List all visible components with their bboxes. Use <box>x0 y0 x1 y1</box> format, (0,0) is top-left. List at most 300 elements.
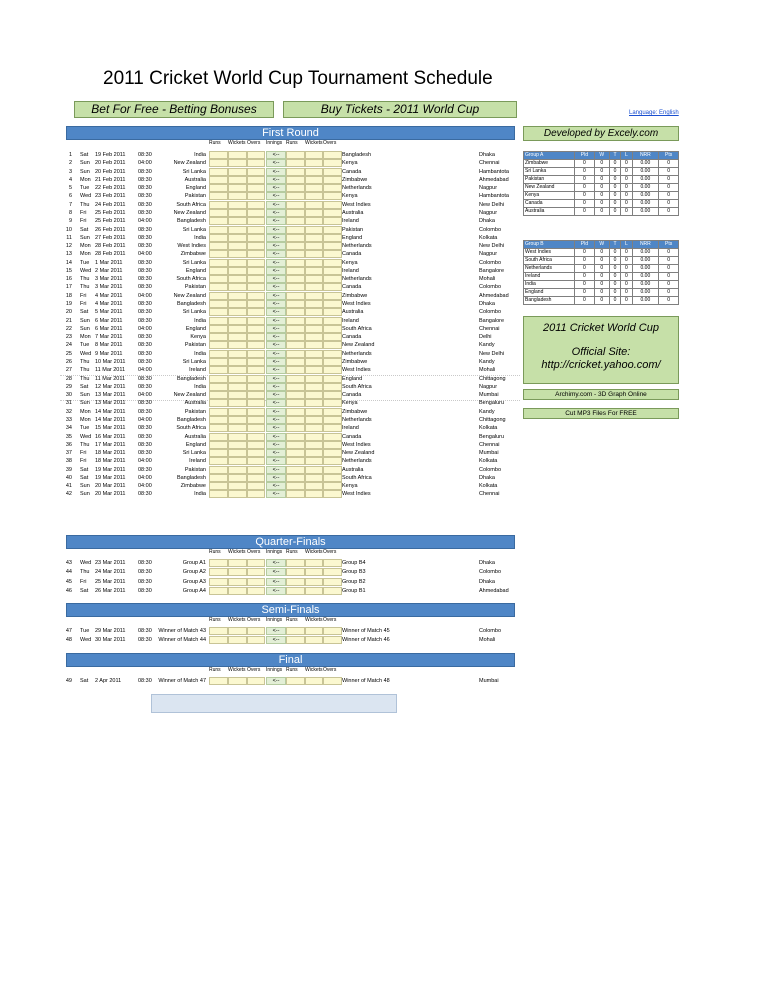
score-input-0[interactable] <box>209 457 228 465</box>
score-input-2[interactable] <box>247 209 265 217</box>
score-input-3[interactable] <box>286 391 305 399</box>
score-input-3[interactable] <box>286 466 305 474</box>
score-input-3[interactable] <box>286 474 305 482</box>
score-input-1[interactable] <box>228 636 247 644</box>
score-input-5[interactable] <box>323 300 342 308</box>
score-input-3[interactable] <box>286 201 305 209</box>
score-input-4[interactable] <box>305 433 323 441</box>
score-input-5[interactable] <box>323 559 342 567</box>
score-input-3[interactable] <box>286 341 305 349</box>
score-input-3[interactable] <box>286 433 305 441</box>
score-input-3[interactable] <box>286 325 305 333</box>
score-input-2[interactable] <box>247 587 265 595</box>
score-input-0[interactable] <box>209 416 228 424</box>
score-input-3[interactable] <box>286 366 305 374</box>
score-input-5[interactable] <box>323 627 342 635</box>
score-input-4[interactable] <box>305 482 323 490</box>
score-input-3[interactable] <box>286 184 305 192</box>
score-input-5[interactable] <box>323 184 342 192</box>
score-input-2[interactable] <box>247 159 265 167</box>
score-input-1[interactable] <box>228 474 247 482</box>
score-input-0[interactable] <box>209 559 228 567</box>
score-input-1[interactable] <box>228 201 247 209</box>
score-input-0[interactable] <box>209 490 228 498</box>
score-input-4[interactable] <box>305 159 323 167</box>
score-input-0[interactable] <box>209 341 228 349</box>
score-input-5[interactable] <box>323 350 342 358</box>
score-input-2[interactable] <box>247 184 265 192</box>
score-input-3[interactable] <box>286 559 305 567</box>
score-input-2[interactable] <box>247 457 265 465</box>
score-input-3[interactable] <box>286 578 305 586</box>
score-input-0[interactable] <box>209 308 228 316</box>
score-input-1[interactable] <box>228 457 247 465</box>
score-input-1[interactable] <box>228 559 247 567</box>
score-input-2[interactable] <box>247 677 265 685</box>
score-input-1[interactable] <box>228 275 247 283</box>
score-input-0[interactable] <box>209 350 228 358</box>
score-input-1[interactable] <box>228 424 247 432</box>
score-input-5[interactable] <box>323 159 342 167</box>
score-input-3[interactable] <box>286 283 305 291</box>
score-input-4[interactable] <box>305 333 323 341</box>
archimy-link[interactable]: Archimy.com - 3D Graph Online <box>523 389 679 400</box>
score-input-0[interactable] <box>209 366 228 374</box>
score-input-2[interactable] <box>247 559 265 567</box>
score-input-2[interactable] <box>247 482 265 490</box>
score-input-2[interactable] <box>247 201 265 209</box>
score-input-5[interactable] <box>323 383 342 391</box>
score-input-1[interactable] <box>228 308 247 316</box>
score-input-3[interactable] <box>286 226 305 234</box>
score-input-3[interactable] <box>286 627 305 635</box>
score-input-1[interactable] <box>228 677 247 685</box>
score-input-3[interactable] <box>286 234 305 242</box>
score-input-4[interactable] <box>305 578 323 586</box>
score-input-4[interactable] <box>305 201 323 209</box>
score-input-2[interactable] <box>247 250 265 258</box>
score-input-1[interactable] <box>228 267 247 275</box>
score-input-0[interactable] <box>209 482 228 490</box>
score-input-5[interactable] <box>323 308 342 316</box>
score-input-5[interactable] <box>323 192 342 200</box>
official-site-url[interactable]: http://cricket.yahoo.com/ <box>541 359 661 371</box>
score-input-5[interactable] <box>323 375 342 383</box>
score-input-4[interactable] <box>305 449 323 457</box>
score-input-2[interactable] <box>247 578 265 586</box>
score-input-0[interactable] <box>209 474 228 482</box>
score-input-4[interactable] <box>305 259 323 267</box>
score-input-0[interactable] <box>209 159 228 167</box>
score-input-5[interactable] <box>323 317 342 325</box>
score-input-1[interactable] <box>228 250 247 258</box>
score-input-3[interactable] <box>286 159 305 167</box>
score-input-5[interactable] <box>323 259 342 267</box>
score-input-2[interactable] <box>247 267 265 275</box>
score-input-5[interactable] <box>323 341 342 349</box>
score-input-4[interactable] <box>305 474 323 482</box>
score-input-1[interactable] <box>228 234 247 242</box>
score-input-2[interactable] <box>247 366 265 374</box>
score-input-4[interactable] <box>305 587 323 595</box>
score-input-0[interactable] <box>209 242 228 250</box>
score-input-4[interactable] <box>305 627 323 635</box>
score-input-5[interactable] <box>323 250 342 258</box>
score-input-2[interactable] <box>247 226 265 234</box>
score-input-5[interactable] <box>323 416 342 424</box>
score-input-5[interactable] <box>323 424 342 432</box>
score-input-1[interactable] <box>228 433 247 441</box>
score-input-4[interactable] <box>305 242 323 250</box>
score-input-2[interactable] <box>247 408 265 416</box>
score-input-0[interactable] <box>209 424 228 432</box>
score-input-5[interactable] <box>323 408 342 416</box>
score-input-2[interactable] <box>247 627 265 635</box>
score-input-4[interactable] <box>305 441 323 449</box>
score-input-2[interactable] <box>247 399 265 407</box>
score-input-5[interactable] <box>323 283 342 291</box>
score-input-4[interactable] <box>305 568 323 576</box>
score-input-5[interactable] <box>323 226 342 234</box>
score-input-0[interactable] <box>209 317 228 325</box>
score-input-3[interactable] <box>286 399 305 407</box>
score-input-5[interactable] <box>323 234 342 242</box>
score-input-4[interactable] <box>305 176 323 184</box>
score-input-4[interactable] <box>305 416 323 424</box>
score-input-4[interactable] <box>305 168 323 176</box>
score-input-4[interactable] <box>305 234 323 242</box>
score-input-1[interactable] <box>228 300 247 308</box>
score-input-0[interactable] <box>209 217 228 225</box>
score-input-3[interactable] <box>286 308 305 316</box>
score-input-1[interactable] <box>228 482 247 490</box>
score-input-1[interactable] <box>228 325 247 333</box>
score-input-2[interactable] <box>247 308 265 316</box>
score-input-3[interactable] <box>286 482 305 490</box>
score-input-4[interactable] <box>305 391 323 399</box>
score-input-3[interactable] <box>286 209 305 217</box>
score-input-0[interactable] <box>209 578 228 586</box>
score-input-2[interactable] <box>247 433 265 441</box>
score-input-5[interactable] <box>323 466 342 474</box>
score-input-2[interactable] <box>247 275 265 283</box>
score-input-2[interactable] <box>247 317 265 325</box>
score-input-4[interactable] <box>305 358 323 366</box>
score-input-4[interactable] <box>305 677 323 685</box>
score-input-4[interactable] <box>305 350 323 358</box>
score-input-2[interactable] <box>247 168 265 176</box>
score-input-0[interactable] <box>209 383 228 391</box>
score-input-0[interactable] <box>209 391 228 399</box>
score-input-5[interactable] <box>323 275 342 283</box>
score-input-2[interactable] <box>247 300 265 308</box>
score-input-0[interactable] <box>209 283 228 291</box>
score-input-0[interactable] <box>209 176 228 184</box>
score-input-4[interactable] <box>305 267 323 275</box>
score-input-3[interactable] <box>286 358 305 366</box>
score-input-3[interactable] <box>286 317 305 325</box>
score-input-4[interactable] <box>305 466 323 474</box>
score-input-2[interactable] <box>247 424 265 432</box>
score-input-3[interactable] <box>286 275 305 283</box>
score-input-0[interactable] <box>209 677 228 685</box>
score-input-3[interactable] <box>286 250 305 258</box>
score-input-5[interactable] <box>323 325 342 333</box>
score-input-0[interactable] <box>209 375 228 383</box>
score-input-3[interactable] <box>286 168 305 176</box>
score-input-0[interactable] <box>209 325 228 333</box>
score-input-2[interactable] <box>247 441 265 449</box>
score-input-2[interactable] <box>247 176 265 184</box>
score-input-0[interactable] <box>209 275 228 283</box>
score-input-3[interactable] <box>286 192 305 200</box>
score-input-0[interactable] <box>209 636 228 644</box>
score-input-5[interactable] <box>323 587 342 595</box>
score-input-0[interactable] <box>209 184 228 192</box>
score-input-0[interactable] <box>209 201 228 209</box>
score-input-4[interactable] <box>305 636 323 644</box>
score-input-1[interactable] <box>228 341 247 349</box>
score-input-1[interactable] <box>228 317 247 325</box>
score-input-2[interactable] <box>247 358 265 366</box>
score-input-4[interactable] <box>305 184 323 192</box>
score-input-0[interactable] <box>209 209 228 217</box>
score-input-2[interactable] <box>247 391 265 399</box>
score-input-3[interactable] <box>286 587 305 595</box>
cut-mp3-link[interactable]: Cut MP3 Files For FREE <box>523 408 679 419</box>
score-input-1[interactable] <box>228 176 247 184</box>
score-input-3[interactable] <box>286 333 305 341</box>
score-input-2[interactable] <box>247 234 265 242</box>
score-input-0[interactable] <box>209 466 228 474</box>
score-input-2[interactable] <box>247 333 265 341</box>
score-input-4[interactable] <box>305 341 323 349</box>
score-input-1[interactable] <box>228 490 247 498</box>
score-input-2[interactable] <box>247 383 265 391</box>
score-input-1[interactable] <box>228 449 247 457</box>
score-input-0[interactable] <box>209 192 228 200</box>
score-input-3[interactable] <box>286 176 305 184</box>
score-input-5[interactable] <box>323 441 342 449</box>
score-input-5[interactable] <box>323 578 342 586</box>
score-input-1[interactable] <box>228 151 247 159</box>
score-input-3[interactable] <box>286 424 305 432</box>
score-input-1[interactable] <box>228 568 247 576</box>
score-input-3[interactable] <box>286 375 305 383</box>
score-input-0[interactable] <box>209 399 228 407</box>
score-input-3[interactable] <box>286 636 305 644</box>
score-input-1[interactable] <box>228 192 247 200</box>
score-input-0[interactable] <box>209 627 228 635</box>
score-input-2[interactable] <box>247 259 265 267</box>
score-input-3[interactable] <box>286 259 305 267</box>
score-input-4[interactable] <box>305 399 323 407</box>
score-input-4[interactable] <box>305 559 323 567</box>
score-input-0[interactable] <box>209 259 228 267</box>
score-input-5[interactable] <box>323 399 342 407</box>
score-input-4[interactable] <box>305 383 323 391</box>
score-input-4[interactable] <box>305 292 323 300</box>
score-input-4[interactable] <box>305 317 323 325</box>
score-input-1[interactable] <box>228 391 247 399</box>
score-input-1[interactable] <box>228 587 247 595</box>
score-input-0[interactable] <box>209 250 228 258</box>
score-input-1[interactable] <box>228 283 247 291</box>
score-input-4[interactable] <box>305 325 323 333</box>
score-input-1[interactable] <box>228 159 247 167</box>
score-input-1[interactable] <box>228 466 247 474</box>
score-input-5[interactable] <box>323 449 342 457</box>
score-input-4[interactable] <box>305 375 323 383</box>
score-input-1[interactable] <box>228 242 247 250</box>
score-input-4[interactable] <box>305 308 323 316</box>
score-input-0[interactable] <box>209 292 228 300</box>
score-input-0[interactable] <box>209 168 228 176</box>
score-input-1[interactable] <box>228 416 247 424</box>
score-input-0[interactable] <box>209 449 228 457</box>
bet-banner-button[interactable]: Bet For Free - Betting Bonuses <box>74 101 274 118</box>
score-input-2[interactable] <box>247 350 265 358</box>
score-input-5[interactable] <box>323 490 342 498</box>
score-input-4[interactable] <box>305 250 323 258</box>
score-input-4[interactable] <box>305 300 323 308</box>
score-input-1[interactable] <box>228 226 247 234</box>
score-input-3[interactable] <box>286 677 305 685</box>
score-input-1[interactable] <box>228 358 247 366</box>
language-link[interactable]: Language: English <box>629 110 679 116</box>
score-input-1[interactable] <box>228 333 247 341</box>
score-input-0[interactable] <box>209 226 228 234</box>
score-input-1[interactable] <box>228 350 247 358</box>
score-input-0[interactable] <box>209 408 228 416</box>
score-input-1[interactable] <box>228 375 247 383</box>
score-input-1[interactable] <box>228 366 247 374</box>
score-input-1[interactable] <box>228 168 247 176</box>
score-input-4[interactable] <box>305 151 323 159</box>
score-input-3[interactable] <box>286 292 305 300</box>
score-input-5[interactable] <box>323 151 342 159</box>
score-input-4[interactable] <box>305 226 323 234</box>
score-input-5[interactable] <box>323 391 342 399</box>
score-input-5[interactable] <box>323 292 342 300</box>
score-input-1[interactable] <box>228 627 247 635</box>
score-input-3[interactable] <box>286 267 305 275</box>
score-input-0[interactable] <box>209 433 228 441</box>
score-input-3[interactable] <box>286 457 305 465</box>
score-input-3[interactable] <box>286 217 305 225</box>
score-input-3[interactable] <box>286 416 305 424</box>
score-input-2[interactable] <box>247 242 265 250</box>
score-input-5[interactable] <box>323 568 342 576</box>
score-input-2[interactable] <box>247 490 265 498</box>
score-input-2[interactable] <box>247 474 265 482</box>
score-input-5[interactable] <box>323 366 342 374</box>
score-input-1[interactable] <box>228 383 247 391</box>
score-input-5[interactable] <box>323 201 342 209</box>
score-input-4[interactable] <box>305 209 323 217</box>
score-input-1[interactable] <box>228 408 247 416</box>
score-input-1[interactable] <box>228 578 247 586</box>
score-input-3[interactable] <box>286 449 305 457</box>
score-input-5[interactable] <box>323 474 342 482</box>
score-input-3[interactable] <box>286 151 305 159</box>
score-input-0[interactable] <box>209 151 228 159</box>
score-input-3[interactable] <box>286 300 305 308</box>
score-input-2[interactable] <box>247 325 265 333</box>
score-input-5[interactable] <box>323 482 342 490</box>
score-input-1[interactable] <box>228 217 247 225</box>
score-input-0[interactable] <box>209 587 228 595</box>
score-input-3[interactable] <box>286 408 305 416</box>
score-input-0[interactable] <box>209 300 228 308</box>
official-site-box[interactable] <box>523 316 679 384</box>
score-input-5[interactable] <box>323 242 342 250</box>
score-input-5[interactable] <box>323 457 342 465</box>
score-input-3[interactable] <box>286 568 305 576</box>
score-input-2[interactable] <box>247 449 265 457</box>
score-input-1[interactable] <box>228 399 247 407</box>
score-input-3[interactable] <box>286 441 305 449</box>
score-input-2[interactable] <box>247 375 265 383</box>
score-input-1[interactable] <box>228 209 247 217</box>
developed-by-link[interactable]: Developed by Excely.com <box>523 126 679 141</box>
score-input-0[interactable] <box>209 333 228 341</box>
score-input-3[interactable] <box>286 242 305 250</box>
score-input-4[interactable] <box>305 217 323 225</box>
score-input-2[interactable] <box>247 416 265 424</box>
score-input-1[interactable] <box>228 184 247 192</box>
score-input-4[interactable] <box>305 275 323 283</box>
score-input-0[interactable] <box>209 568 228 576</box>
score-input-5[interactable] <box>323 636 342 644</box>
score-input-1[interactable] <box>228 292 247 300</box>
score-input-2[interactable] <box>247 568 265 576</box>
score-input-5[interactable] <box>323 176 342 184</box>
score-input-4[interactable] <box>305 424 323 432</box>
score-input-0[interactable] <box>209 234 228 242</box>
score-input-1[interactable] <box>228 259 247 267</box>
score-input-3[interactable] <box>286 490 305 498</box>
score-input-5[interactable] <box>323 433 342 441</box>
score-input-2[interactable] <box>247 192 265 200</box>
score-input-5[interactable] <box>323 168 342 176</box>
score-input-0[interactable] <box>209 441 228 449</box>
score-input-2[interactable] <box>247 292 265 300</box>
score-input-5[interactable] <box>323 333 342 341</box>
score-input-5[interactable] <box>323 209 342 217</box>
score-input-4[interactable] <box>305 490 323 498</box>
score-input-2[interactable] <box>247 151 265 159</box>
score-input-2[interactable] <box>247 283 265 291</box>
score-input-5[interactable] <box>323 358 342 366</box>
tickets-banner-button[interactable]: Buy Tickets - 2011 World Cup <box>283 101 517 118</box>
score-input-0[interactable] <box>209 358 228 366</box>
score-input-3[interactable] <box>286 383 305 391</box>
score-input-2[interactable] <box>247 217 265 225</box>
score-input-0[interactable] <box>209 267 228 275</box>
score-input-4[interactable] <box>305 457 323 465</box>
score-input-4[interactable] <box>305 283 323 291</box>
score-input-5[interactable] <box>323 217 342 225</box>
score-input-5[interactable] <box>323 677 342 685</box>
score-input-2[interactable] <box>247 466 265 474</box>
score-input-4[interactable] <box>305 408 323 416</box>
score-input-2[interactable] <box>247 341 265 349</box>
score-input-1[interactable] <box>228 441 247 449</box>
score-input-3[interactable] <box>286 350 305 358</box>
score-input-5[interactable] <box>323 267 342 275</box>
score-input-4[interactable] <box>305 366 323 374</box>
